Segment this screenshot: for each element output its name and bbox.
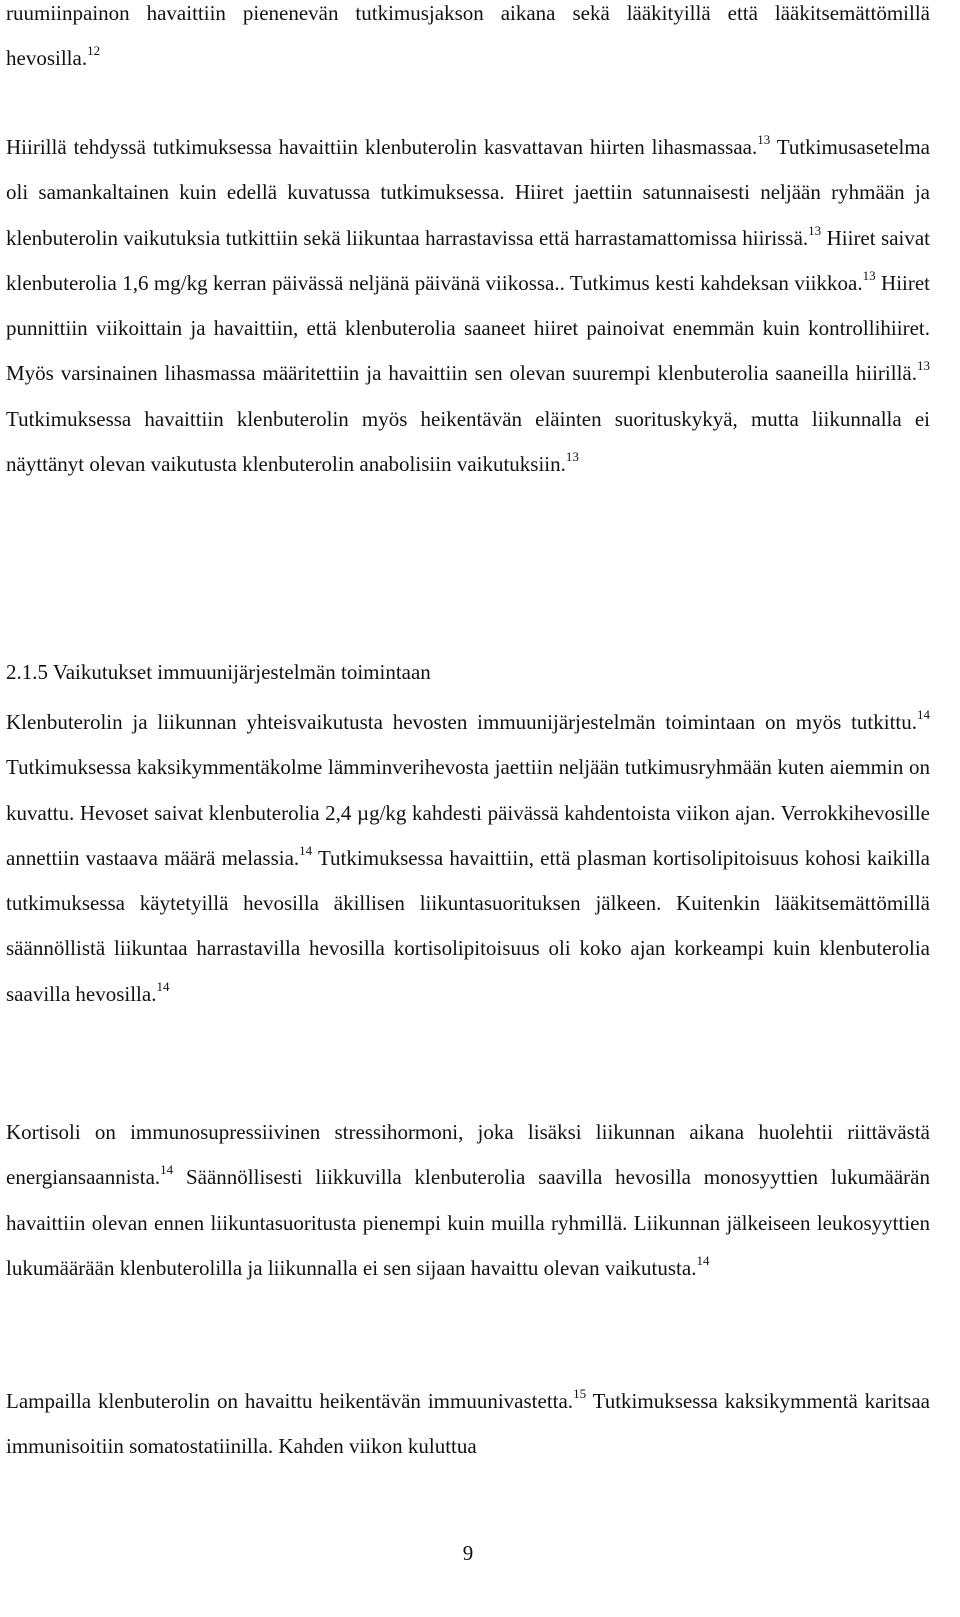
citation-marker: 13 [917, 358, 930, 374]
paragraph-4 [6, 1110, 930, 1291]
citation-marker: 13 [757, 132, 771, 147]
citation-marker: 12 [87, 43, 101, 59]
page-number: 9 [462, 1541, 474, 1565]
text-run: Klenbuterolin ja liikunnan yhteisvaikutusta hevosten immuunijärjestelmän toimintaan on myös tutkittu. [6, 710, 917, 734]
paragraph-2 [6, 125, 930, 487]
citation-marker: 14 [299, 842, 313, 858]
text-run: Tutkimuksessa havaittiin klenbuterolin myös heikentävän eläinten suorituskykyä, mutta liikunnalla ei näyttänyt olevan vaikutusta klenbuterolin anabolisiin vaikutuksiin. [6, 406, 930, 477]
text-run: Hiiret punnittiin viikoittain ja havaittiin, että klenbuterolia saaneet hiiret painoivat enemmän kuin kontrollihiiret. Myös varsinainen lihasmassa määritettiin ja havaittiin sen olevan suurempi klenbuterolia saaneilla hiirillä. [6, 270, 931, 386]
citation-marker: 13 [862, 267, 876, 283]
text-run: Tutkimusasetelma oli samankaltainen kuin edellä kuvatussa tutkimuksessa. Hiiret jaettiin satunnaisesti neljään ryhmään ja klenbuterolin vaikutuksia tutkittiin sekä liikuntaa harrastavissa että harrastamattomissa hiirissä. [6, 135, 930, 250]
paragraph-5 [6, 1379, 930, 1470]
citation-marker: 13 [565, 449, 579, 465]
text-run: Tutkimuksessa havaittiin, että plasman kortisolipitoisuus kohosi kaikilla tutkimuksessa käytetyillä hevosilla äkillisen liikuntasuorituksen jälkeen. Kuitenkin lääkitsemättömillä säännöllistä liikuntaa harrastavilla hevosilla kortisolipitoisuus oli koko ajan korkeampi kuin klenbuterolia saavilla hevosilla. [6, 845, 930, 1006]
citation-marker: 14 [696, 1252, 710, 1268]
paragraph-3 [6, 700, 930, 1017]
text-run: Lampailla klenbuterolin on havaittu heikentävän immuunivastetta. [6, 1389, 574, 1413]
text-run: Hiiret saivat klenbuterolia 1,6 mg/kg kerran päivässä neljänä päivänä viikossa.. Tutkimus kesti kahdeksan viikkoa. [6, 225, 931, 295]
text-run: Hiirillä tehdyssä tutkimuksessa havaittiin klenbuterolin kasvattavan hiirten lihasmassaa. [6, 135, 758, 159]
text-run: Tutkimuksessa kaksikymmentäkolme lämminverihevosta jaettiin neljään tutkimusryhmään kuten aiemmin on kuvattu. Hevoset saivat klenbuterolia 2,4 µg/kg kahdesti päivässä kahdentoista viikon ajan. Verrokkihevosille annettiin vastaava määrä melassia. [6, 755, 930, 870]
text-run: ruumiinpainon havaittiin pienenevän tutkimusjakson aikana sekä lääkityillä että lääkitsemättömillä hevosilla. [6, 1, 930, 71]
paragraph-1 [6, 0, 930, 82]
text-run: Säännöllisesti liikkuvilla klenbuterolia saavilla hevosilla monosyyttien lukumäärän havaittiin olevan ennen liikuntasuoritusta pienempi kuin muilla ryhmillä. Liikunnan jälkeiseen leukosyyttien lukumäärään klenbuterolilla ja liikunnalla ei sen sijaan havaittu olevan vaikutusta. [6, 1165, 930, 1280]
citation-marker: 14 [156, 978, 170, 994]
text-run: Kortisoli on immunosupressiivinen stressihormoni, joka lisäksi liikunnan aikana huolehtii riittävästä energiansaannista. [6, 1120, 930, 1190]
citation-marker: 14 [160, 1162, 174, 1178]
section-heading: 2.1.5 Vaikutukset immuunijärjestelmän toimintaan [6, 660, 431, 684]
citation-marker: 15 [573, 1386, 587, 1401]
citation-marker: 14 [917, 707, 930, 722]
citation-marker: 13 [808, 222, 822, 238]
text-run: Tutkimuksessa kaksikymmentä karitsaa immunisoitiin somatostatiinilla. Kahden viikon kuluttua [6, 1389, 930, 1459]
